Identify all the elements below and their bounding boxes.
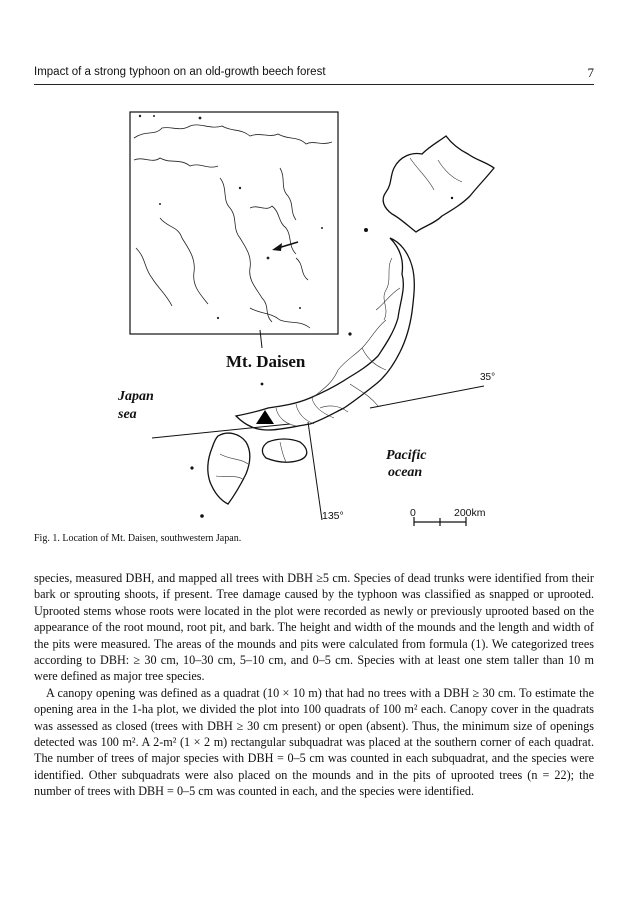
scale-zero-label: 0 [410,507,416,519]
running-header [34,64,594,82]
figure-caption: Fig. 1. Location of Mt. Daisen, southwestern Japan. [34,533,242,544]
japan-sea-label-line2: sea [118,407,137,422]
pacific-ocean-label-line1: Pacific [386,448,427,463]
latitude-line-west [152,424,290,438]
longitude-line [308,422,322,520]
inset-map-frame [130,112,338,334]
paragraph-2: A canopy opening was defined as a quadrat (10 × 10 m) that had no trees with a DBH ≥ 30 cm. To estimate the opening area in the 1-ha plot, we divided the plot into 100 quadrats of 100 m² each. Canopy cover in the quadrats was assessed as closed (trees with DBH ≥ 30 cm present) or open (absent). Thus, the minimum size of openings detected was 100 m². A 2-m² (1 × 2 m) rectangular subquadrat was placed at the southern corner of each quadrat. The number of trees of major species with DBH = 0–5 cm was counted in each subquadrat, and the species were identified. Other subquadrats were also placed on the mounds and in the pits of uprooted trees (n = 22); the number of trees with DBH = 0–5 cm was counted in each, and the species were identified. [34,685,594,799]
paragraph-1: species, measured DBH, and mapped all trees with DBH ≥5 cm. Species of dead trunks were identified from their bark or sprouting shoots, if present. Tree damage caused by the typhoon was classified as snapped or uprooted. Uprooted stems whose roots were located in the plot were recorded as newly or previously uprooted based on the appearance of the root mound, root pit, and bark. The height and width of the mounds and the length and width of the pits were measured. The areas of the mounds and pits were calculated from formula (1). We categorized trees according to DBH: ≥ 30 cm, 10–30 cm, 5–10 cm, and 0–5 cm. Species with at least one stem taller than 10 m were defined as major tree species. [34,571,594,684]
page-number: 7 [587,65,594,80]
location-map-figure [100,108,560,528]
running-title: Impact of a strong typhoon on an old-growth beech forest [34,66,326,78]
mt-daisen-label: Mt. Daisen [226,352,306,371]
prefecture-boundaries [216,158,462,480]
japan-map-graphic [100,108,560,528]
inset-arrow-head [272,243,282,251]
latitude-label: 35° [480,372,496,383]
inset-leader-line [260,330,262,348]
pacific-ocean-label-line2: ocean [388,465,423,480]
inset-eurasia-coastline [134,125,332,328]
japan-sea-label-line1: Japan [118,389,154,404]
header-rule [34,84,594,85]
scale-max-label: 200km [454,507,486,519]
latitude-line-east [370,386,484,408]
mt-daisen-marker [256,410,274,424]
longitude-label: 135° [322,510,344,522]
body-text [34,570,594,800]
japan-outline [208,136,494,504]
inset-islands [139,115,323,319]
